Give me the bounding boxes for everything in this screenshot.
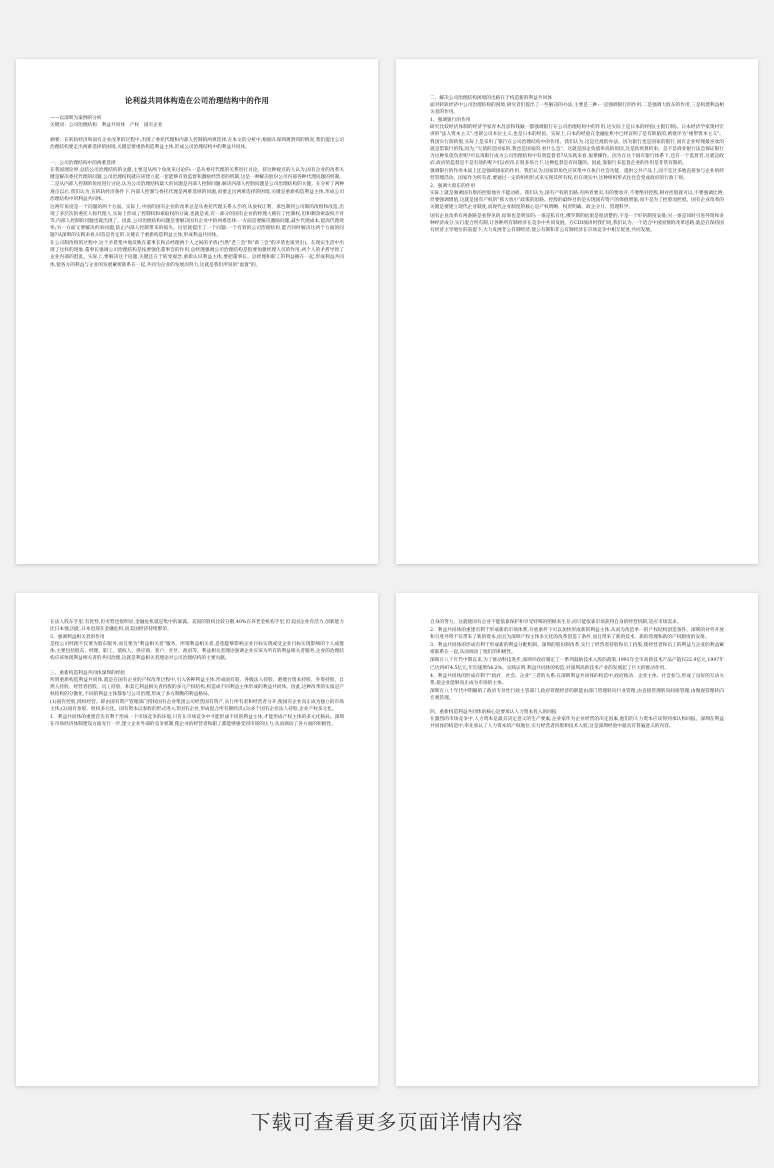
paragraph: 所谓重新构造利益共同体,就是在国有企业的产权改革过程中,引入各种利益主体,形成国有股、各级法人持股、港澳台资本持股、外资持股、自然人持股、经营者持股、员工持股、和其它利益相关者持股的多元产权结构,构造成不同利益主体形成的利益共同体。因此,这种改革的实质是产权结构的分散化,不同的利益主体都参与公司治理,形成了多方制衡的利益格局。	[50, 677, 344, 697]
subsection-heading: 3、强调利益相关者的作用	[50, 635, 105, 641]
section-heading: 三、重新构造利益共同体深圳的经验	[50, 670, 126, 676]
paragraph: 深圳在八十年代中期以来,为了推动科技进步,深圳市政府制定了一系列鼓励技术入股的政策,1991年全市高新技术产品产值仅22.9亿元,1997年已达到474.5亿元,年均递增54.2%。实践证明,利益共同体的构造,对深圳高新技术产业的发展起了巨大的推动作用。	[430, 658, 724, 671]
paragraph: 研究比较经济体制的经济学家青木昌彦和钱颖一都强调银行在公司治理结构中的作用,这实际上是日本的经验(主银行制)。日本经济学家奥村宏讲的"法人资本主义",也即公司本位主义,也是日本的经验。实际上,日本的经验在金融危机中已经证明了是有缺陷的,被批评为"裙带资本主义"。我国实行债转股,实际上是采用了银行在公司治理结构中的作用。我们认为,这是过渡的办法。因为银行也是国家的银行,国有企业经理最喜欢的就是借银行的钱,因为,"欠债的是国家的,我也是国家的,看什么急"。这就是国企负债率高的原因,这是软预算约束。是不是商业银行法会保证银行为这种负债负责呢?可以说银行成为公司治理结构中有效监督者?从实践来看,很难操作。因为在这个国有银行体系下,还有一个监督者,这就是政府,政府的监督是不是有效的呢?可以看到,在很多场合下,这种监督是有问题的。因此,靠银行来监督企业的作用是非常有限的。	[430, 125, 724, 166]
paper-abstract: 摘要：在转轨经济和国有企业改革的过程中,出现了委托代理和内部人控制的两难选择,在本文的分析中,根据在深圳观察到的情况,我们提出公司治理结构要走出两难选择的困境,关键是要重新构造利益主体,形成公司治理结构中的利益共同体。	[50, 138, 344, 151]
document-page-4	[396, 593, 758, 1086]
document-page-3	[16, 593, 378, 1086]
subsection-heading: 2、强调大股东的作用	[430, 184, 476, 190]
paper-keywords: 关键词：公司治理结构 利益共同体 产权 国有企业	[50, 123, 163, 128]
paper-title: 论利益共同体构造在公司治理结构中的作用	[124, 96, 270, 105]
paragraph: 1、利益共同体的重建首先有利于形成一个市场竞争的环境,只有在市场竞争中才能形成不同的利益主体,才能形成产权主体的多元化格局。深圳在市场经济体制建设方面先行一步,建立企业外部的竞争机制,使企业的经营者和职工都能够感受到市场的压力,从而调动了各方面的积极性。	[50, 715, 344, 728]
paragraph: 在法人股东手里,有优势,但劣势也很明显,金融危机就是集中的暴露。美国的股权比较分散,40%在养老金机构手里,但美国企业有活力,创新能力比日本强,因此,日本也现在金融危机,而美国经济持续繁荣。	[50, 620, 344, 633]
document-page-2	[396, 59, 758, 564]
paragraph: 是指公司经理不仅要为股东服务,而且要为"利益相关者"服务。所谓利益相关者,是指能够影响企业目标实现或受企业目标实现影响的个人或群体,主要包括股东、经理、职工、债权人、供应商、客户、社区、政府等。利益相关者理论强调企业应该为所有的利益相关者服务,企业的治理结构应该体现利益相关者的共同治理,这就是利益相关者理论对公司治理结构的主要贡献。	[50, 642, 344, 662]
section-heading: 二、解决公司治理结构困境的出路在于构造新的利益共同体	[430, 96, 552, 101]
paragraph: 4、利益共同体的形成有利于"政府、社会、企业"三者的关系,在深圳利益共同体的构造中,政府推动、企业主体、社会参与,形成了良好的互动关系,使企业能够真正成为市场的主体。	[430, 673, 724, 686]
paragraph: 3、利益共同体的形成有利于形成新的利益分配机制。深圳的股份制改革,实行了经营者持股和员工持股,使经营者和员工的利益与企业的利益紧密联系在一起,从而调动了他们的积极性。	[430, 643, 724, 656]
paragraph: 强调银行的作用本质上还是强调国家的作用。我们认为,国家的角色应该集中在执行社会功能、提供公共产品上,而不宜过多地直接参与企业的经营管理活动。国家作为所有者,要通过一定的组织形式来实现其所有权,但在现实中,这种组织形式往往会变成政府的行政干预。	[430, 168, 724, 182]
paragraph: 面对转轨经济中公司治理结构的困境,研究者们提出了一些解决的办法,主要是三种:一是强调银行的作用,二是强调大股东的作用,三是构建利益相关者的作用。	[430, 103, 724, 116]
paragraph: 在激烈的市场竞争中,人力资本是最具决定意义的生产要素,企业家作为企业经营的决定因素,他们的人力资本应该得到承认和回报。深圳在利益共同体的构造中,率先承认了人力资本的产权地位,实行经营者持股和技术入股,这是深圳经验中最具有普遍意义的内容。	[430, 717, 724, 730]
paragraph: 实际上就是强调国有股的控股地位不能动摇。我们认为,国有产权的出路,有两者要卖,有的要放开,不要绝对控股,相对控股就可以,不要强调比例,但要强调增值,这就是国有产权的"抓大放小"政策的思路。控股的最终目的是实现国有资产的保值增值,而不是为了控股而控股。国有企业改革的关键是要建立现代企业制度,而现代企业制度的核心是产权明晰、权责明确、政企分开、管理科学。	[430, 191, 724, 211]
paper-subtitle: ——以深圳为案例的分析	[50, 116, 102, 121]
paragraph: 2、利益共同体的重建有利于形成新的市场体系,开放条件下可以加快形成新的利益主体,从而为改造单一的产权结构创造条件。深圳的对外开放和引进外资不仅带来了新的资本,而且为深圳产权主体多元化的改革创造了条件,而且带来了新的技术、新的管理和新的产权制度的安排。	[430, 628, 724, 641]
subsection-heading: 1、强调银行的作用	[430, 118, 471, 124]
paragraph: 国有企业改革有两条路是看得见的,结果也是明显的:一条是私有化,俄罗斯的结果是很清楚的,不是一个好的制度安排;另一条是同时引进外资和多种经济成分,实行混合所有制,让各种所有制经济在竞争中共同发展。在CDI演讲时我们说,我们认为,一个适合中国国情的改革思路,就是在保持国有经济主导地位的前提下,大力发展非公有制经济,使公有制和非公有制经济在市场竞争中相互促进,共同发展。	[430, 213, 724, 233]
document-page-1	[16, 59, 378, 564]
paragraph: 自身的努力。这就使国有企业不能依靠保护和享受特殊的照顾来生存,而只能依靠市场获得自身的经营机制,适应市场需求。	[430, 620, 682, 625]
paragraph: 深圳在八十年代中期撤销了政府专业性行政主管部门,政府管理经济的职能由部门管理转向行业管理,由直接管理转向间接管理,由微观管理转向宏观管理。	[430, 688, 724, 701]
paragraph: (1)国有控股,授权经营。即由国有资产管理部门授权国有企业集团公司经营国有资产,实行所有者和经营者分开,使国有企业真正成为独立的市场主体;(2)国有参股、股权多元化。国有资本以参股的形式进入非国有企业,形成混合所有制经济;(3)多个国有企业法人持股,企业产权多元化。	[50, 699, 344, 713]
paragraph: 在公司制改组的过程中,这个矛盾集中地反映在董事长和总经理两个人之间的矛盾(当然"老三会"和"新三会"的矛盾也很突出)。在现实生活中出现了这样的现象,董事长强调公司治理结构是按要强化董事会的作用,总经理强调公司治理结构是指要加强经理人员的作用,两个人的矛盾导致了企业内部的混乱。实际上,要解决这个问题,关键还在于转变观念,重新认识利益主体,要把董事长、总经理和职工的利益捆在一起,形成利益共同体,使各方的利益与企业的发展紧密联系在一起,共同为企业的发展而努力,这就是我们所说的"虚置"的。	[50, 241, 344, 268]
section-heading: 四、重新构造利益共同体的核心是要承认人力资本投入的回报	[430, 710, 557, 716]
download-more-link[interactable]: 下载可查看更多页面详情内容	[250, 1110, 524, 1134]
section-heading: 一、公司治理结构中的两难选择	[50, 161, 116, 167]
paragraph: 这两年角度是一个问题的两个方面。实际上,中国的国有企业的改革总是从委托代理关系入手的,从放权让利、承包制到公司制的改组和改造,出现了多层次的委托人和代理人,实际上形成了控制权和索取权的分离,也就是说,有一部分的国有企业的经理人拥有了控制权,但和剩余索取权不对等,内部人控制的问题也就出现了。因此,公司治理结构问题是要解决国有企业中的两难选择:一方面是要解决激励问题,减少代理成本,提高代理效率;另一方面又要解决约束问题,防止内部人控制带来的损失。这里就提出了一个问题:一个有效的公司治理结构,能否同时解决这两个方面的问题?从深圳的实践来看,回答是肯定的,关键在于重新构造利益主体,形成利益共同体。	[50, 204, 344, 239]
paragraph: 在我国理论界,总结公司治理结构的文献,主要是从两个角度来讨论的:一是从委托代理的关系进行讨论。持这种观点的人认为,国有企业的改革关键是解决委托代理的问题,公司治理结构就应该建立起一套能够有效监督和激励经营者的机制,这是一种解决股份公司内部各种代理问题的机制。二是从内部人控制的角度进行讨论,认为公司治理结构最大的问题是内部人控制问题,解决内部人控制问题是公司治理结构的关键。在分析了两种观点以后,我们认为,在转轨经济条件下,内部人控制与委托代理是两难选择的问题,而要走出两难选择的困境,关键是重新构造利益主体,形成公司治理结构中的利益共同体。	[50, 168, 344, 202]
